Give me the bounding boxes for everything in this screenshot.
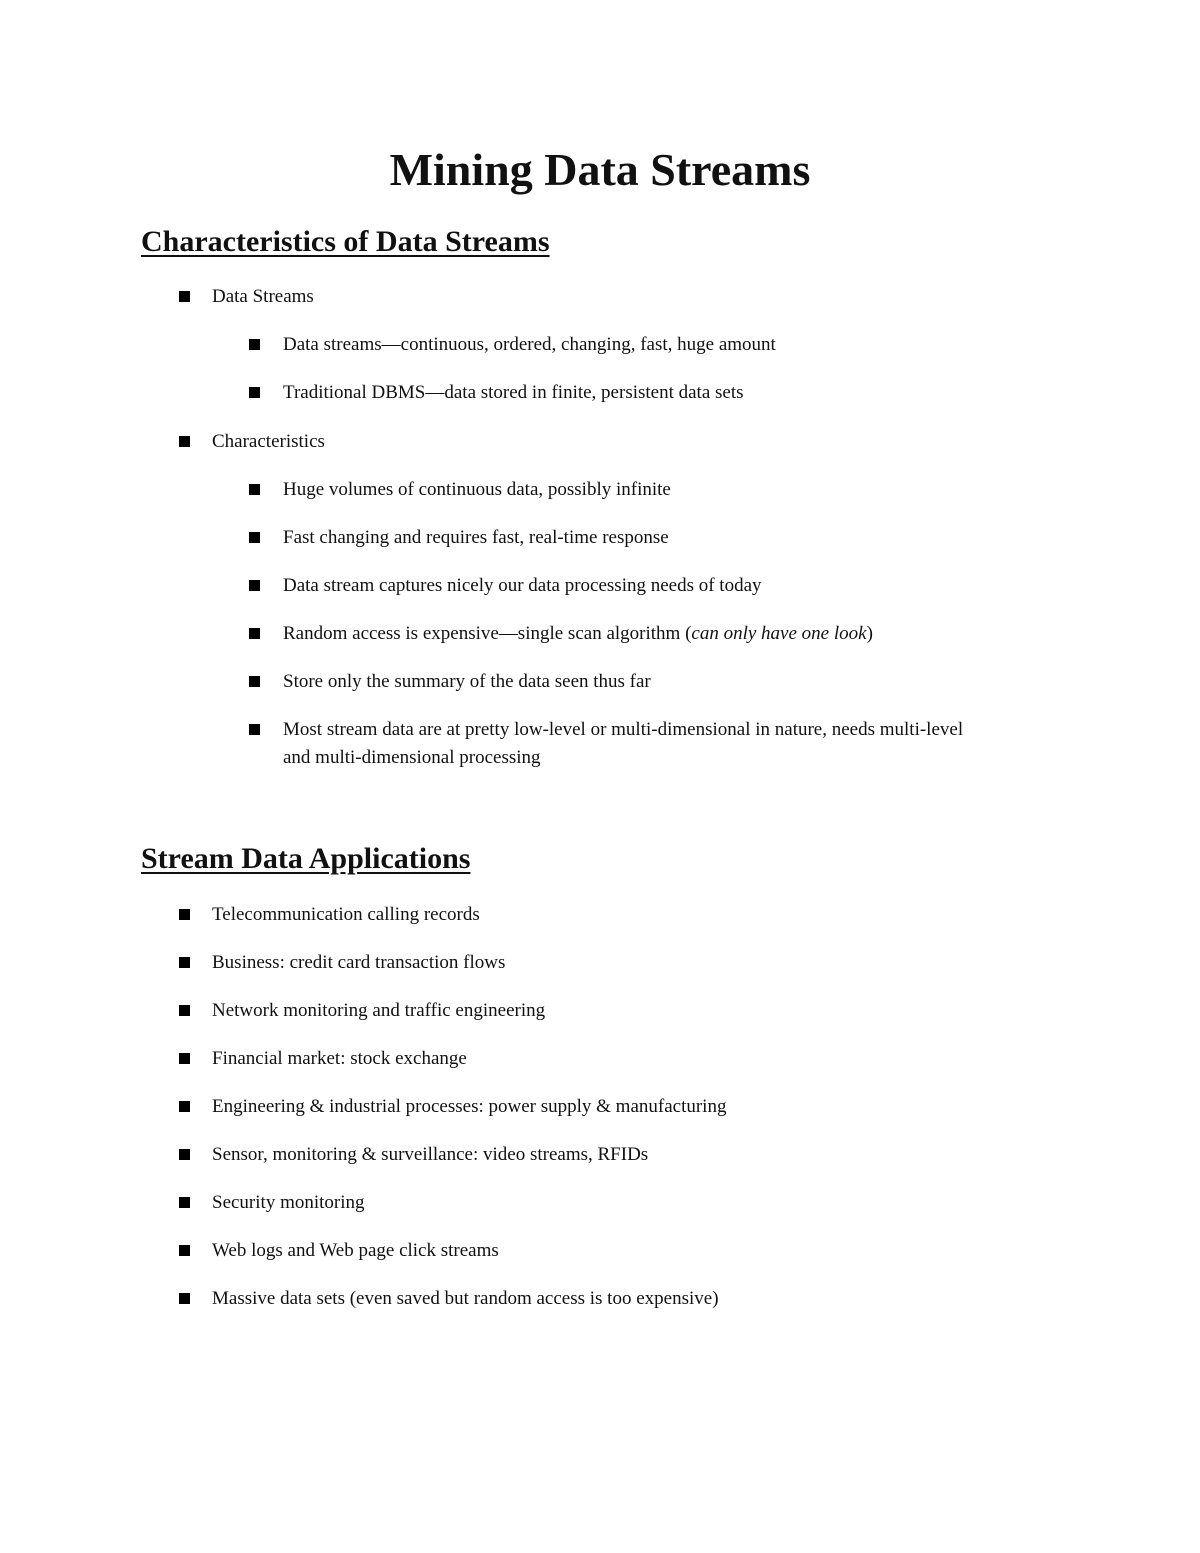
list-item-text bbox=[283, 620, 873, 648]
list-item-text: Sensor, monitoring & surveillance: video streams, RFIDs bbox=[212, 1144, 649, 1165]
list-item-text: Telecommunication calling records bbox=[212, 904, 480, 925]
list-item-text: Engineering & industrial processes: power supply & manufacturing bbox=[212, 1096, 727, 1117]
square-bullet-icon bbox=[179, 1293, 190, 1304]
list-item-text: Huge volumes of continuous data, possibly infinite bbox=[283, 479, 671, 500]
list-item bbox=[212, 428, 325, 456]
list-item bbox=[283, 572, 762, 600]
list-item-text: Store only the summary of the data seen thus far bbox=[283, 671, 651, 692]
square-bullet-icon bbox=[249, 532, 260, 543]
list-item-text: Business: credit card transaction flows bbox=[212, 952, 506, 973]
square-bullet-icon bbox=[179, 957, 190, 968]
list-item-text: Security monitoring bbox=[212, 1192, 365, 1213]
square-bullet-icon bbox=[249, 387, 260, 398]
list-item bbox=[283, 379, 744, 407]
list-item bbox=[212, 1285, 719, 1313]
square-bullet-icon bbox=[179, 1197, 190, 1208]
section-heading-applications: Stream Data Applications bbox=[141, 842, 471, 875]
square-bullet-icon bbox=[249, 339, 260, 350]
square-bullet-icon bbox=[179, 1245, 190, 1256]
list-item bbox=[283, 476, 671, 504]
list-item bbox=[212, 1237, 499, 1265]
list-item bbox=[212, 949, 505, 977]
list-item bbox=[212, 283, 314, 311]
list-item-text: Financial market: stock exchange bbox=[212, 1048, 467, 1069]
square-bullet-icon bbox=[249, 676, 260, 687]
square-bullet-icon bbox=[179, 909, 190, 920]
page-title: Mining Data Streams bbox=[389, 144, 811, 195]
section-heading-characteristics: Characteristics of Data Streams bbox=[141, 225, 550, 258]
list-item-text: Network monitoring and traffic engineering bbox=[212, 1000, 546, 1021]
list-item bbox=[212, 1141, 648, 1169]
square-bullet-icon bbox=[179, 1005, 190, 1016]
list-item-text: Characteristics bbox=[212, 431, 325, 452]
square-bullet-icon bbox=[179, 1101, 190, 1112]
square-bullet-icon bbox=[179, 291, 190, 302]
list-item bbox=[283, 620, 873, 648]
list-item-text-line2: and multi-dimensional processing bbox=[283, 747, 541, 768]
square-bullet-icon bbox=[179, 1149, 190, 1160]
list-item-text-prefix: Random access is expensive—single scan algorithm ( bbox=[283, 623, 692, 644]
list-item bbox=[212, 1093, 726, 1121]
list-item-text: Data streams—continuous, ordered, changing, fast, huge amount bbox=[283, 334, 776, 355]
list-item-text: Web logs and Web page click streams bbox=[212, 1240, 499, 1261]
list-item bbox=[212, 901, 480, 929]
square-bullet-icon bbox=[249, 628, 260, 639]
list-item bbox=[283, 716, 963, 772]
list-item bbox=[283, 524, 669, 552]
list-item bbox=[212, 997, 545, 1025]
list-item bbox=[212, 1045, 467, 1073]
list-item-text-line1: Most stream data are at pretty low-level or multi-dimensional in nature, needs multi-level bbox=[283, 719, 964, 740]
square-bullet-icon bbox=[249, 484, 260, 495]
square-bullet-icon bbox=[179, 1053, 190, 1064]
list-item-text: Traditional DBMS—data stored in finite, persistent data sets bbox=[283, 382, 744, 403]
list-item-text: Data Streams bbox=[212, 286, 314, 307]
list-item-text-suffix: ) bbox=[866, 623, 873, 644]
list-item bbox=[212, 1189, 365, 1217]
list-item-text: Massive data sets (even saved but random access is too expensive) bbox=[212, 1288, 719, 1309]
square-bullet-icon bbox=[249, 724, 260, 735]
list-item bbox=[283, 668, 651, 696]
list-item-emphasis: can only have one look bbox=[691, 623, 867, 644]
square-bullet-icon bbox=[179, 436, 190, 447]
list-item-text: Fast changing and requires fast, real-time response bbox=[283, 527, 669, 548]
list-item bbox=[283, 331, 776, 359]
square-bullet-icon bbox=[249, 580, 260, 591]
list-item-text: Data stream captures nicely our data processing needs of today bbox=[283, 575, 762, 596]
